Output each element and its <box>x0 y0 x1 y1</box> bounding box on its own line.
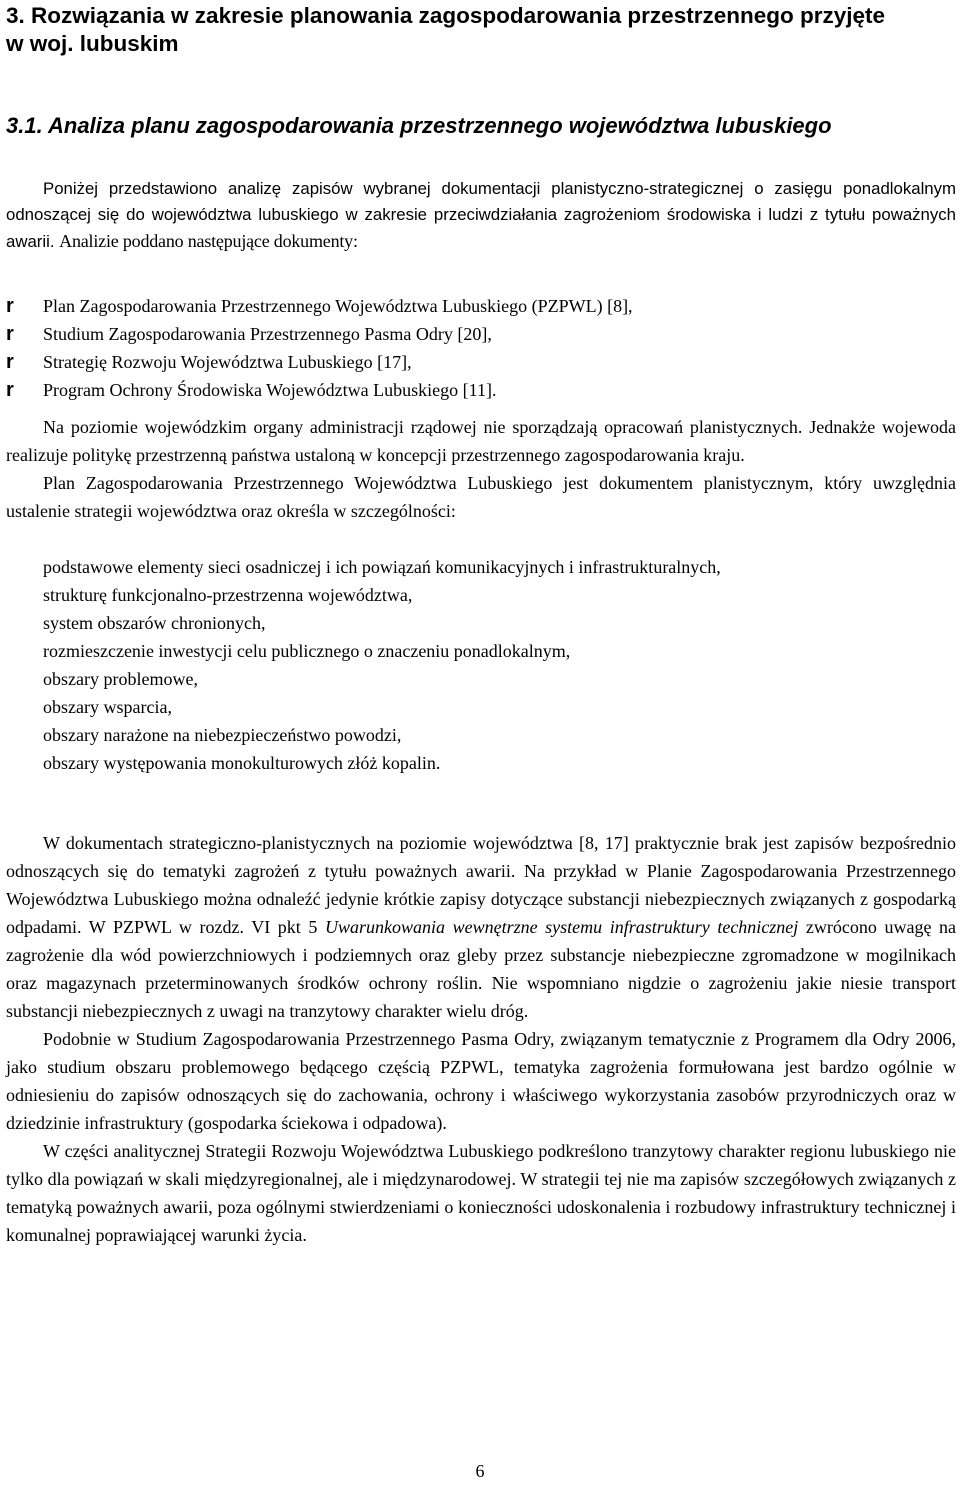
intro-tail: Analizie poddano następujące dokumenty: <box>59 231 358 251</box>
subsection-heading: 3.1. Analiza planu zagospodarowania przestrzennego województwa lubuskiego <box>6 113 832 138</box>
bullet-mark: r <box>6 323 14 345</box>
list-item <box>6 292 956 320</box>
list-item: podstawowe elementy sieci osadniczej i ich powiązań komunikacyjnych i infrastrukturalnych, <box>43 557 721 577</box>
plan-elements-list <box>43 553 956 777</box>
paragraph-text: W dokumentach strategiczno-planistycznych na poziomie województwa [8, 17] praktycznie brak jest zapisów bezpośrednio odnoszących się do tematyki zagrożeń z tytułu poważnych awarii. Na przykład w Planie Zagospodarowania Przestrzennego Województwa Lubuskiego można odnaleźć jedynie krótkie zapisy dotyczące substancji niebezpiecznych związanych z gospodarką odpadami. W PZPWL w rozdz. VI pkt 5 <box>6 833 956 937</box>
list-item <box>6 376 956 404</box>
paragraph <box>6 829 956 1025</box>
page-number: 6 <box>475 1461 485 1481</box>
documents-list <box>6 292 956 404</box>
bullet-mark: r <box>6 295 14 317</box>
italic-title: Uwarunkowania wewnętrzne systemu infrastruktury technicznej <box>325 917 799 937</box>
list-item: obszary wsparcia, <box>43 697 172 717</box>
body-section-2 <box>6 829 956 1249</box>
intro-paragraph <box>6 176 956 255</box>
paragraph-text: zwrócono uwagę na zagrożenie dla wód powierzchniowych i podziemnych oraz gleby przez substancje niebezpieczne zgromadzone w mogilnikach oraz magazynach przeterminowanych środków ochrony roślin. Nie wspomniano nigdzie o zagrożeniu jakie niesie transport substancji niebezpiecznych z uwagi na tranzytowy charakter wielu dróg. <box>6 917 957 1021</box>
paragraph: Plan Zagospodarowania Przestrzennego Województwa Lubuskiego jest dokumentem planistycznym, który uwzględnia ustalenie strategii województwa oraz określa w szczególności: <box>6 473 956 521</box>
paragraph: W części analitycznej Strategii Rozwoju Województwa Lubuskiego podkreślono tranzytowy charakter regionu lubuskiego nie tylko dla powiązań w skali międzyregionalnej, ale i międzynarodowej. W strategii tej nie ma zapisów szczegółowych związanych z tematyką poważnych awarii, poza ogólnymi stwierdzeniami o konieczności udoskonalenia i rozbudowy infrastruktury technicznej i komunalnej poprawiającej warunki życia. <box>6 1141 956 1245</box>
list-item: system obszarów chronionych, <box>43 613 266 633</box>
bullet-mark: r <box>6 351 14 373</box>
list-item <box>6 320 956 348</box>
bullet-mark: r <box>6 379 14 401</box>
paragraph: Na poziomie wojewódzkim organy administracji rządowej nie sporządzają opracowań planistycznych. Jednakże wojewoda realizuje politykę przestrzenną państwa ustaloną w koncepcji przestrzennego zagospodarowania kraju. <box>6 417 956 465</box>
document-label: Strategię Rozwoju Województwa Lubuskiego [17], <box>43 352 412 372</box>
section-heading: 3. Rozwiązania w zakresie planowania zagospodarowania przestrzennego przyjęte w woj. lubuskim <box>6 3 885 56</box>
list-item: obszary problemowe, <box>43 669 198 689</box>
list-item <box>6 348 956 376</box>
list-item: rozmieszczenie inwestycji celu publicznego o znaczeniu ponadlokalnym, <box>43 641 571 661</box>
list-item: obszary występowania monokulturowych złóż kopalin. <box>43 753 441 773</box>
list-item: strukturę funkcjonalno-przestrzenna województwa, <box>43 585 413 605</box>
list-item: obszary narażone na niebezpieczeństwo powodzi, <box>43 725 402 745</box>
intro-text: Poniżej przedstawiono analizę zapisów wybranej dokumentacji planistyczno-strategicznej o zasięgu ponadlokalnym odnoszącej się do województwa lubuskiego w zakresie przeciwdziałania zagrożeniom środowiska i ludzi z tytułu poważnych awarii. <box>6 179 956 251</box>
body-section-1 <box>6 413 956 525</box>
document-label: Studium Zagospodarowania Przestrzennego Pasma Odry [20], <box>43 324 492 344</box>
paragraph: Podobnie w Studium Zagospodarowania Przestrzennego Pasma Odry, związanym tematycznie z Programem dla Odry 2006, jako studium obszaru problemowego będącego częścią PZPWL, tematyka zagrożenia formułowana jest bardzo ogólnie w odniesieniu do zapisów odnoszących się do zachowania, ochrony i właściwego wykorzystania zasobów przyrodniczych oraz w dziedzinie infrastruktury (gospodarka ściekowa i odpadowa). <box>6 1029 956 1133</box>
document-label: Program Ochrony Środowiska Województwa Lubuskiego [11]. <box>43 380 497 400</box>
document-label: Plan Zagospodarowania Przestrzennego Województwa Lubuskiego (PZPWL) [8], <box>43 296 633 316</box>
